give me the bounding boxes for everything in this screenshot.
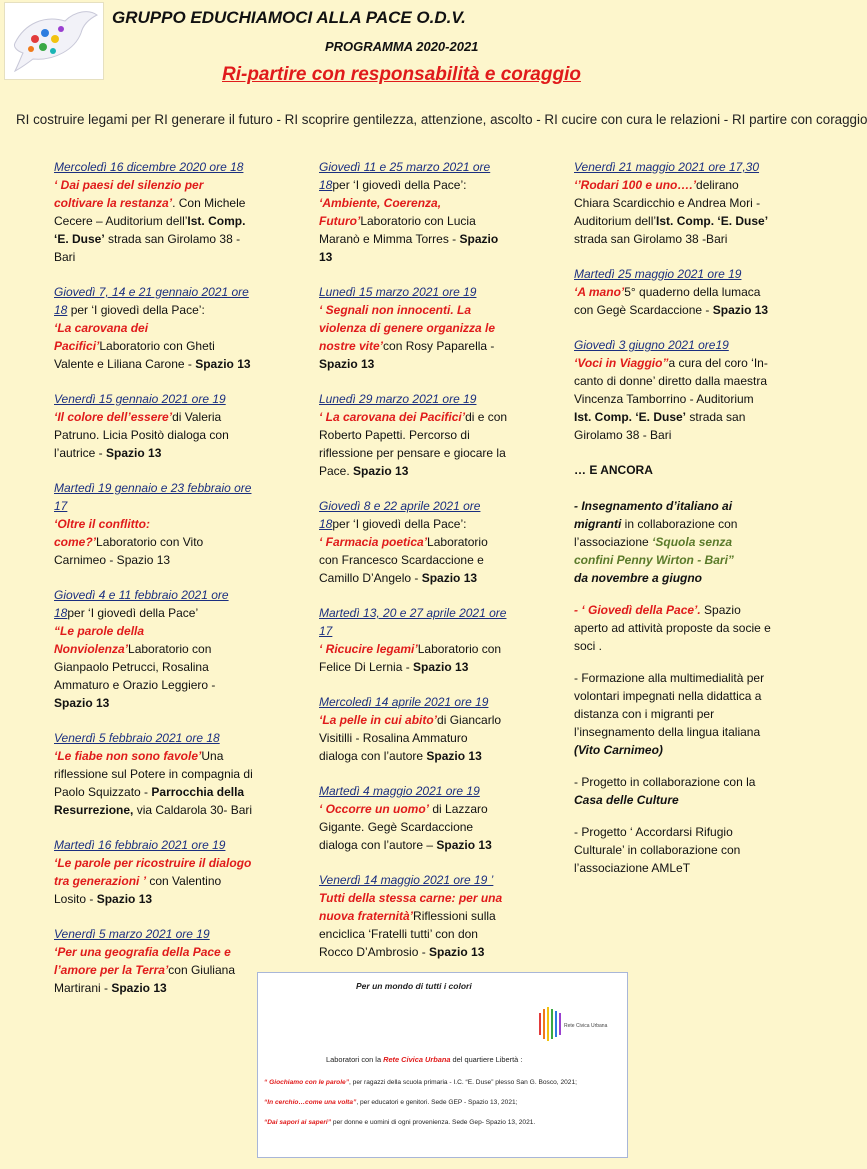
event-venue: Spazio 13 [421, 571, 478, 585]
program-heading: PROGRAMMA 2020-2021 [325, 39, 479, 54]
event-description: Laboratorio con Felice Di Lernia - [319, 642, 502, 674]
event-description: con Giuliana Martirani - [54, 963, 235, 995]
box-line: “ Giochiamo con le parole”, per ragazzi della scuola primaria - I.C. “E. Duse” plesso San G. Bosco, 2021; [264, 1079, 577, 1086]
event-venue: Ist. Comp. ‘E. Duse’ [54, 214, 246, 246]
event-date: Martedì 25 maggio 2021 ore 19 [574, 267, 742, 281]
event-title: ‘ Segnali non innocenti. La violenza di genere organizza le nostre vite’ [319, 303, 496, 353]
event-item [54, 586, 254, 712]
event-item [319, 693, 509, 765]
event-description: con Rosy Paparella - [383, 339, 495, 353]
event-venue: Spazio 13 [429, 945, 485, 959]
event-title: “Le parole della Nonviolenza’ [54, 624, 145, 656]
event-description: Laboratorio con Gheti Valente e Liliana Carone - [54, 339, 215, 371]
event-date: Venerdì 5 febbraio 2021 ore 18 [54, 731, 220, 745]
event-item [319, 782, 509, 854]
event-date: Giovedì 3 giugno 2021 ore19 [574, 338, 729, 352]
event-description: di Giancarlo Visitilli - Rosalina Ammaturo dialoga con l’autore [319, 713, 502, 763]
event-date: Martedì 13, 20 e 27 aprile 2021 ore 17 [319, 606, 507, 638]
event-title: ‘La pelle in cui abito’ [319, 713, 438, 727]
extra-text: - Progetto ‘ Accordarsi Rifugio Culturale’ in collaborazione con l’associazione AMLeT [574, 825, 741, 875]
event-venue: Spazio 13 [353, 464, 409, 478]
event-venue: Ist. Comp. ‘E. Duse’ [574, 410, 687, 424]
event-description: Laboratorio con Gianpaolo Petrucci, Rosalina Ammaturo e Orazio Leggiero - [54, 642, 216, 692]
extra-text: in collaborazione con l’associazione [574, 517, 738, 549]
labs-box [257, 972, 628, 1158]
extra-end: da novembre a giugno [574, 571, 703, 585]
event-description: . Con Michele Cecere – Auditorium dell’ [54, 196, 246, 228]
extra-lead: - Insegnamento d’italiano ai migranti [574, 499, 733, 531]
event-item [319, 497, 509, 587]
box-line: “In cerchio…come una volta”, per educatori e genitori. Sede GEP - Spazio 13, 2021; [264, 1099, 518, 1106]
event-description: di e con Roberto Papetti. Percorso di riflessione per pensare e giocare la Pace. [319, 410, 508, 478]
event-title: ‘Le parole per ricostruire il dialogo tra generazioni ’ [54, 856, 252, 888]
extra-text: - Formazione alla multimedialità per volontari impegnati nella didattica a distanza con i migranti per l’insegnamento della lingua italiana [574, 671, 765, 739]
event-date: Martedì 19 gennaio e 23 febbraio ore 17 [54, 481, 252, 513]
program-motto: Ri-partire con responsabilità e coraggio [222, 64, 581, 85]
event-series: per ‘I giovedì della Pace’ [67, 606, 199, 620]
event-item [54, 390, 254, 462]
event-title: ‘Voci in Viaggio” [574, 356, 669, 370]
event-item [319, 283, 509, 373]
event-venue: Spazio 13 [54, 696, 110, 710]
svg-text:Rete Civica Urbana: Rete Civica Urbana [564, 1023, 608, 1029]
box-intro: Laboratori con la Rete Civica Urbana del quartiere Libertà : [326, 1055, 523, 1064]
event-description: di Valeria Patruno. Licia Positò dialoga con l’autrice - [54, 410, 229, 460]
event-title: ‘A mano’ [574, 285, 625, 299]
event-date: Giovedì 7, 14 e 21 gennaio 2021 ore 18 [54, 285, 249, 317]
event-date: Martedì 4 maggio 2021 ore 19 [319, 784, 480, 798]
events-column-2 [319, 158, 509, 978]
extra-item [574, 497, 774, 587]
event-item [54, 283, 254, 373]
event-series: per ‘I giovedì della Pace’: [67, 303, 205, 317]
extra-partner: ‘Squola senza confini Penny Wirton - Bari” [574, 535, 734, 567]
event-description: con Valentino Losito - [54, 874, 222, 906]
event-title: ‘Le fiabe non sono favole’ [54, 749, 202, 763]
event-description: Laboratorio con Vito Carnimeo - Spazio 13 [54, 535, 204, 567]
event-venue: Spazio 13 [413, 660, 469, 674]
event-item [319, 390, 509, 480]
tagline: RI costruire legami per RI generare il futuro - RI scoprire gentilezza, attenzione, ascolto - RI cucire con cura le relazioni - RI partire con coraggio [16, 112, 867, 127]
event-title: ‘Il colore dell’essere’ [54, 410, 173, 424]
event-title: ‘Oltre il conflitto: come?’ [54, 517, 150, 549]
event-address: strada san Girolamo 38 - Bari [574, 410, 746, 442]
event-description: Una riflessione sul Potere in compagnia di Paolo Squizzato - [54, 749, 253, 799]
event-date: Venerdì 5 marzo 2021 ore 19 [54, 927, 210, 941]
event-item [319, 158, 509, 266]
event-item [54, 729, 254, 819]
event-title: ‘Per una geografia della Pace e l’amore per la Terra’ [54, 945, 231, 977]
event-address: strada san Girolamo 38 -Bari [574, 232, 728, 246]
event-item [574, 336, 774, 444]
event-description: delirano Chiara Scardicchio e Andrea Mori - Auditorium dell’ [574, 178, 761, 228]
events-column-1 [54, 158, 254, 1014]
event-title: ‘La carovana dei Pacifici’ [54, 321, 149, 353]
event-date: Mercoledì 16 dicembre 2020 ore 18 [54, 160, 244, 174]
event-item [319, 604, 509, 676]
extra-lead: - ‘ Giovedì della Pace’. [574, 603, 701, 617]
event-description: 5° quaderno della lumaca con Gegè Scardaccione - [574, 285, 761, 317]
event-item [54, 925, 254, 997]
event-venue: Spazio 13 [319, 357, 375, 371]
event-date: Venerdì 15 gennaio 2021 ore 19 [54, 392, 226, 406]
event-date: Lunedì 15 marzo 2021 ore 19 [319, 285, 477, 299]
event-date: Giovedì 4 e 11 febbraio 2021 ore 18 [54, 588, 229, 620]
extra-item [574, 823, 774, 877]
event-title: ‘ Farmacia poetica’ [319, 535, 428, 549]
event-description: a cura del coro ‘In-canto di donne’ diretto dalla maestra Vincenza Tamborrino - Auditorium [574, 356, 768, 406]
event-venue: Spazio 13 [319, 232, 499, 264]
event-title: ‘ Occorre un uomo’ [319, 802, 430, 816]
event-item [574, 265, 774, 319]
event-address: via Caldarola 30- Bari [133, 803, 253, 817]
event-date: Mercoledì 14 aprile 2021 ore 19 [319, 695, 489, 709]
event-item [574, 158, 774, 248]
event-venue: Spazio 13 [426, 749, 482, 763]
event-venue: Spazio 13 [436, 838, 492, 852]
event-series: per ‘I giovedì della Pace’: [332, 178, 467, 192]
extra-item [574, 669, 774, 759]
event-title: ‘Ambiente, Coerenza, Futuro’ [319, 196, 442, 228]
event-item [54, 836, 254, 908]
event-venue: Spazio 13 [712, 303, 769, 317]
event-date: Giovedì 8 e 22 aprile 2021 ore 18 [319, 499, 481, 531]
extra-text: - Progetto in collaborazione con la [574, 775, 756, 789]
extra-text: Spazio aperto ad attività proposte da socie e soci . [574, 603, 771, 653]
event-description: Riflessioni sulla enciclica ‘Fratelli tutti’ con don Rocco D’Ambrosio - [319, 909, 496, 959]
event-description: Laboratorio con Lucia Maranò e Mimma Torres - [319, 214, 476, 246]
dove-of-peace-logo [4, 2, 104, 80]
event-title: ‘’Rodari 100 e uno….’ [574, 178, 697, 192]
event-date: Venerdì 21 maggio 2021 ore 17,30 [574, 160, 760, 174]
extra-end: (Vito Carnimeo) [574, 743, 663, 757]
event-venue: Spazio 13 [195, 357, 251, 371]
event-item [54, 158, 254, 266]
event-date: Lunedì 29 marzo 2021 ore 19 [319, 392, 477, 406]
event-item [54, 479, 254, 569]
event-date: Martedì 16 febbraio 2021 ore 19 [54, 838, 226, 852]
event-title: Tutti della stessa carne: per una nuova fraternità’ [319, 891, 503, 923]
events-column-3 [574, 158, 774, 891]
event-description: Laboratorio con Francesco Scardaccione e Camillo D’Angelo - [319, 535, 488, 585]
event-date: Venerdì 14 maggio 2021 ore 19 ’ [319, 873, 494, 887]
event-venue: Ist. Comp. ‘E. Duse’ [656, 214, 769, 228]
org-name: GRUPPO EDUCHIAMOCI ALLA PACE O.D.V. [112, 8, 466, 27]
extra-item [574, 601, 774, 655]
event-date: Giovedì 11 e 25 marzo 2021 ore 18 [319, 160, 491, 192]
extra-end: Casa delle Culture [574, 793, 679, 807]
event-address: strada san Girolamo 38 -Bari [54, 232, 241, 264]
box-title: Per un mondo di tutti i colori [356, 981, 472, 991]
event-title: ‘ Dai paesi del silenzio per coltivare la restanza’ [54, 178, 204, 210]
event-title: ‘ La carovana dei Pacifici’ [319, 410, 466, 424]
box-line: “Dai sapori ai saperi” per donne e uomini di ogni provenienza. Sede Gep- Spazio 13, 2021. [264, 1119, 536, 1126]
extra-item [574, 773, 774, 809]
extras-heading: … E ANCORA [574, 463, 653, 477]
event-title: ‘ Ricucire legami’ [319, 642, 418, 656]
event-description: di Lazzaro Gigante. Gegè Scardaccione dialoga con l’autore – [319, 802, 488, 852]
event-series: per ‘I giovedì della Pace’: [332, 517, 467, 531]
event-venue: Spazio 13 [106, 446, 162, 460]
rete-civica-urbana-logo [538, 1005, 608, 1045]
event-item [319, 871, 509, 961]
event-venue: Spazio 13 [111, 981, 167, 995]
event-venue: Parrocchia della Resurrezione, [54, 785, 245, 817]
event-venue: Spazio 13 [96, 892, 153, 906]
